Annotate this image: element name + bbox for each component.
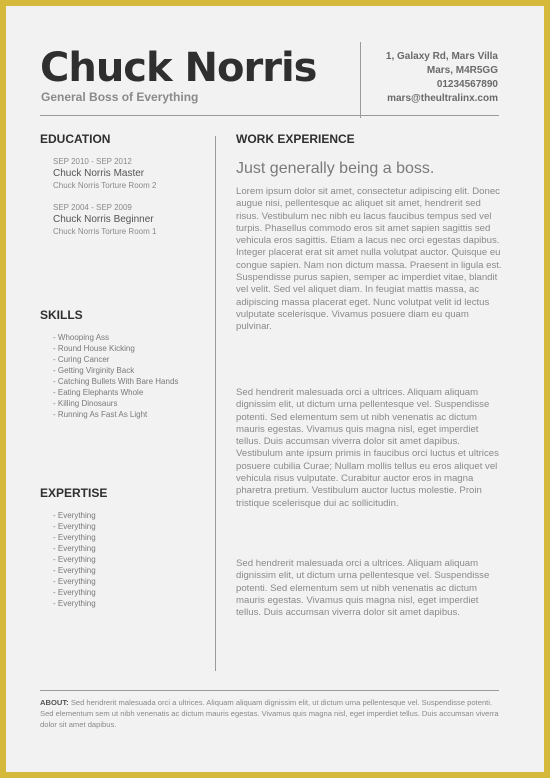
skill-item: - Round House Kicking	[53, 344, 135, 353]
skills-heading: SKILLS	[40, 308, 83, 322]
header-rule	[40, 115, 499, 116]
work-tagline: Just generally being a boss.	[236, 160, 435, 177]
education-dates: SEP 2004 - SEP 2009	[53, 203, 132, 212]
expertise-item: - Everything	[53, 566, 96, 575]
education-entry	[53, 156, 156, 191]
expertise-list	[53, 510, 96, 609]
contact-address-line1: 1, Galaxy Rd, Mars Villa	[385, 51, 498, 62]
resume-name: Chuck Norris	[40, 45, 317, 91]
expertise-item: - Everything	[53, 577, 96, 586]
expertise-heading: EXPERTISE	[40, 486, 108, 500]
expertise-item: - Everything	[53, 544, 96, 553]
about-text: Sed hendrerit malesuada orci a ultrices. Aliquam aliquam dignissim elit, ut dictum urna pellentesque vel. Suspendisse potenti. Sed elementum sem ut nibh venenatis ac dictum mauris egestas. Vivamus quis magna nisl, eget imperdiet tellus. Duis accumsan viverra dolor sit amet dapibus.	[40, 698, 499, 729]
education-dates: SEP 2010 - SEP 2012	[53, 157, 132, 166]
education-entry	[53, 202, 156, 237]
contact-phone: 01234567890	[436, 79, 498, 90]
about-label: ABOUT:	[40, 698, 69, 707]
skill-item: - Curing Cancer	[53, 355, 110, 364]
resume-subtitle: General Boss of Everything	[41, 90, 199, 104]
expertise-item: - Everything	[53, 522, 96, 531]
work-paragraph: Sed hendrerit malesuada orci a ultrices. Aliquam aliquam dignissim elit, ut dictum urna pellentesque vel. Suspendisse potenti. Sed elementum sem ut nibh venenatis ac dictum mauris egestas. Vivamus quis magna nisl, eget imperdiet tellus. Duis accumsan viverra dolor sit amet dapibus. Vestibulum ante ipsum primis in faucibus orci luctus et ultrices posuere cubilia Curae; Nullam mollis tellus eu eros aliquet vel vehicula risus vulputate. Curabitur auctor eros in magna pharetra pretium. Vestibulum auctor luctus molestie. Proin tristique scelerisque dui ac sollicitudin.	[236, 387, 499, 509]
education-title: Chuck Norris Beginner	[53, 214, 154, 225]
work-paragraph: Sed hendrerit malesuada orci a ultrices. Aliquam aliquam dignissim elit, ut dictum urna pellentesque vel. Suspendisse potenti. Sed elementum sem ut nibh venenatis ac dictum mauris egestas. Vivamus quis magna nisl, eget imperdiet tellus. Duis accumsan viverra dolor sit amet dapibus.	[236, 558, 490, 619]
skill-item: - Getting Virginity Back	[53, 366, 135, 375]
expertise-item: - Everything	[53, 588, 96, 597]
education-heading: EDUCATION	[40, 132, 111, 146]
skill-item: - Whooping Ass	[53, 333, 110, 342]
header-divider	[360, 42, 361, 118]
skill-item: - Eating Elephants Whole	[53, 388, 144, 397]
work-paragraph: Lorem ipsum dolor sit amet, consectetur adipiscing elit. Donec augue nisi, pellentesque ac aliquet sit amet, hendrerit sed risus. Vestibulum nec nibh eu lacus faucibus tempus sed vel turpis. Phasellus commodo eros sit amet sapien sagittis sed vehicula eros sagittis. Etiam a lacus nec orci egestas dapibus. Integer placerat erat sit amet nulla volutpat auctor. Quisque eu congue sapien. Nam non dictum massa. Praesent in ligula est. Suspendisse purus sapien, semper ac imperdiet vitae, blandit vel velit. Sed vel aliquet diam. In feugiat mattis massa, ac adipiscing massa placerat eget. Nunc volutpat velit id lectus vulputate scelerisque. Vivamus posuere diam eu quam pulvinar.	[236, 186, 502, 333]
contact-address-line2: Mars, M4R5GG	[426, 65, 498, 76]
about-section	[40, 697, 500, 730]
footer-rule	[40, 690, 499, 691]
expertise-item: - Everything	[53, 599, 96, 608]
column-divider	[215, 136, 216, 671]
expertise-item: - Everything	[53, 533, 96, 542]
skill-item: - Running As Fast As Light	[53, 410, 148, 419]
skill-item: - Killing Dinosaurs	[53, 399, 118, 408]
education-place: Chuck Norris Torture Room 2	[53, 181, 157, 190]
skills-list	[53, 332, 178, 420]
skill-item: - Catching Bullets With Bare Hands	[53, 377, 179, 386]
expertise-item: - Everything	[53, 511, 96, 520]
expertise-item: - Everything	[53, 555, 96, 564]
education-title: Chuck Norris Master	[53, 168, 145, 179]
contact-email[interactable]: mars@theultralinx.com	[387, 93, 498, 104]
contact-block	[386, 50, 498, 106]
work-experience-heading: WORK EXPERIENCE	[236, 132, 355, 146]
education-place: Chuck Norris Torture Room 1	[53, 227, 157, 236]
resume-page	[6, 6, 544, 772]
